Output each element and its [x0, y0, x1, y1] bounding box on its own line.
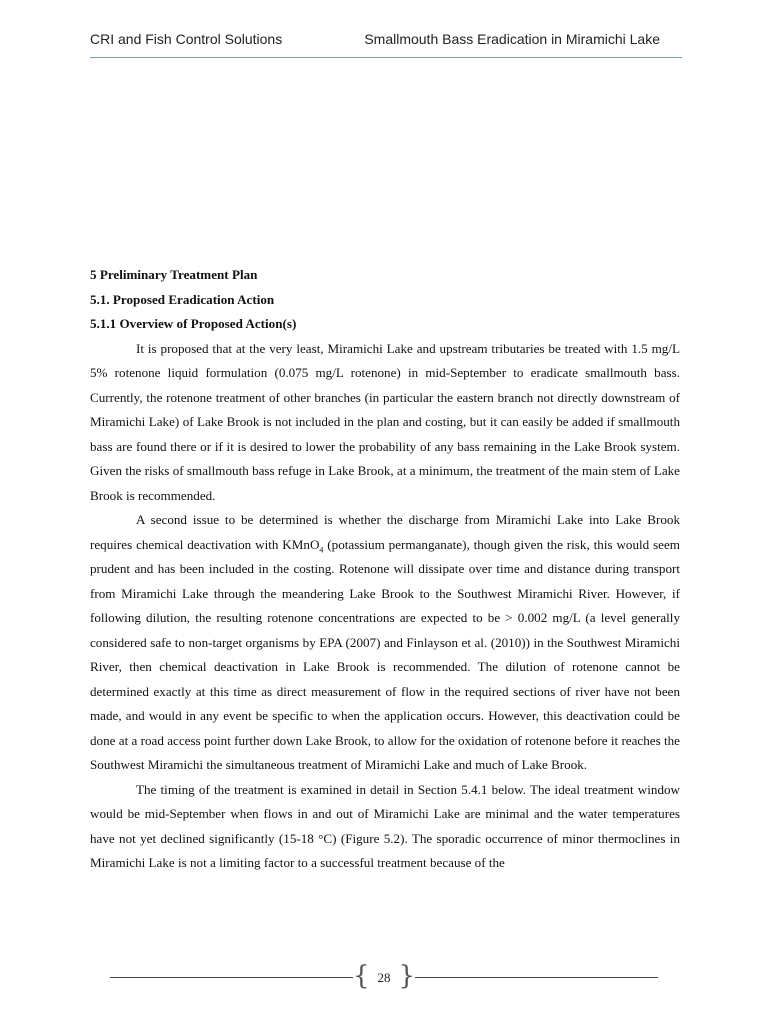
page-footer	[110, 961, 658, 992]
paragraph-3: The timing of the treatment is examined in detail in Section 5.4.1 below. The ideal treatment window would be mid-September when flows in and out of Miramichi Lake are minimal and the water temperatures have not yet declined significantly (15-18 °C) (Figure 5.2). The sporadic occurrence of minor thermoclines in Miramichi Lake is not a limiting factor to a successful treatment because of the	[90, 781, 680, 870]
header-document-title: Smallmouth Bass Eradication in Miramichi Lake	[364, 31, 660, 47]
page-number: 28	[377, 970, 391, 985]
paragraph-1: It is proposed that at the very least, Miramichi Lake and upstream tributaries be treated with 1.5 mg/L 5% rotenone liquid formulation (0.075 mg/L rotenone) in mid-September to eradicate smallmouth bass. Currently, the rotenone treatment of other branches (in particular the eastern branch not directly downstream of Miramichi Lake) of Lake Brook is not included in the plan and costing, but it can easily be added if smallmouth bass are found there or if it is desired to lower the probability of any bass remaining in the Lake Brook system. Given the risks of smallmouth bass refuge in Lake Brook, at a minimum, the treatment of the main stem of Lake Brook is recommended.	[90, 340, 680, 503]
right-brace-icon: }	[398, 961, 415, 991]
paragraph-2-part-a: A second issue to be determined is whether the discharge from Miramichi Lake into Lake Brook requires chemical deactivation with KMnO	[90, 512, 680, 552]
subsubsection-heading: 5.1.1 Overview of Proposed Action(s)	[90, 316, 297, 331]
footer-rule-right	[415, 977, 658, 978]
document-body	[90, 263, 680, 876]
section-heading: 5 Preliminary Treatment Plan	[90, 267, 258, 282]
paragraph-2	[90, 508, 680, 778]
header-organization: CRI and Fish Control Solutions	[90, 31, 283, 47]
subsection-heading: 5.1. Proposed Eradication Action	[90, 291, 275, 307]
left-brace-icon: {	[353, 961, 370, 991]
subscript-4: 4	[319, 545, 324, 555]
page-header	[90, 27, 682, 58]
paragraph-2-part-b: (potassium permanganate), though given the risk, this would seem prudent and has been included in the costing. Rotenone will dissipate over time and distance during transport from Miramichi Lake through the meandering Lake Brook to the Southwest Miramichi River. However, if following dilution, the resulting rotenone concentrations are expected to be > 0.002 mg/L (a level generally considered safe to non-target organisms by EPA (2007) and Finlayson et al. (2010)) in the Southwest Miramichi River, then chemical deactivation in Lake Brook is recommended. The dilution of rotenone cannot be determined exactly at this time as direct measurement of flow in the required sections of river have not been made, and would in any event be specific to when the application occurs. However, this deactivation could be done at a road access point further down Lake Brook, to allow for the oxidation of rotenone before it reaches the Southwest Miramichi the simultaneous treatment of Miramichi Lake and much of Lake Brook.	[90, 536, 680, 772]
